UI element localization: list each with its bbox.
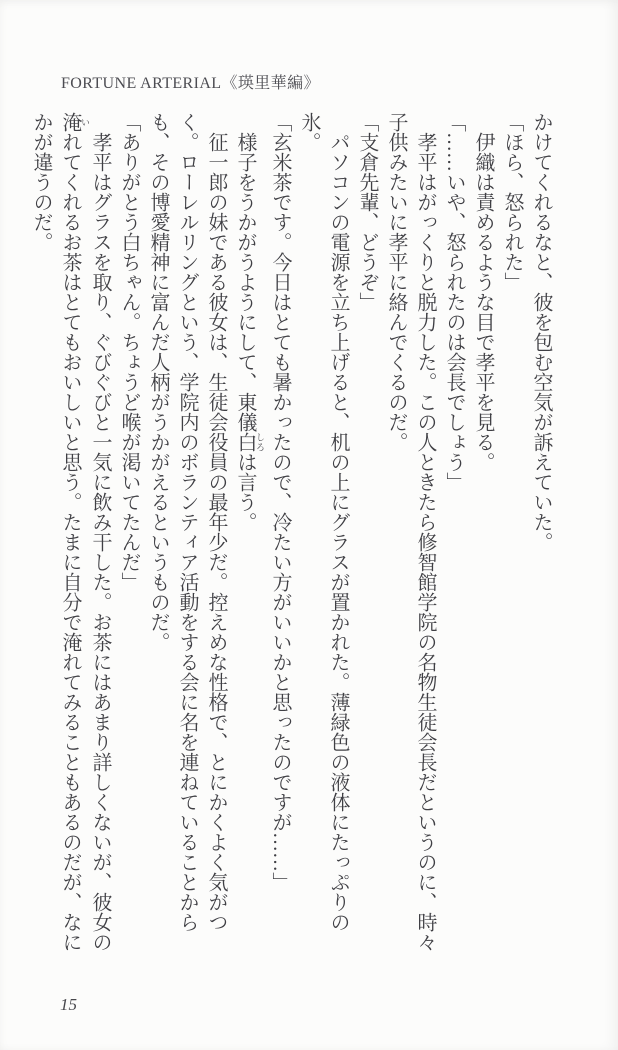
paragraph-5: 孝平はがっくりと脱力した。この人ときたら修智館学院の名物生徒会長だというのに、時々子供みたいに孝平に絡んでくるのだ。: [385, 112, 436, 952]
paragraph-2: 「ほら、怒られた」: [501, 112, 523, 292]
paragraph-6: 「支倉先輩、どうぞ」: [356, 112, 378, 312]
paragraph-7: パソコンの電源を立ち上げると、机の上にグラスが置かれた。薄緑色の液体にたっぷりの氷。: [298, 112, 349, 932]
paragraph-3: 伊織は責めるような目で孝平を見る。: [472, 112, 494, 472]
furigana-ruby: 淹 い: [59, 112, 90, 132]
paragraph-4: 「……いや、怒られたのは会長でしょう」: [443, 112, 465, 492]
furigana-ruby: 白 しろ: [234, 432, 265, 452]
paragraph-8: 「玄米茶です。今日はとても暑かったので、冷たい方がいいかと思ったのですが……」: [269, 112, 291, 892]
running-header: FORTUNE ARTERIAL《瑛里華編》: [61, 75, 320, 92]
paragraph-12: 孝平はグラスを取り、ぐびぐびと一気に飲み干した。お茶にはあまり詳しくないが、彼女の淹 いれてくれるお茶はとてもおいしいと思う。たまに自分で淹れてみることもあるのだが、なにかが違うのだ。: [30, 112, 111, 952]
paragraph-9: 様子をうかがうようにして、東儀白 しろは言う。: [234, 112, 265, 532]
paragraph-11: 「ありがとう白ちゃん。ちょうど喉が渇いてたんだ」: [118, 112, 140, 592]
page-number: 15: [60, 995, 77, 1014]
novel-text: [30, 112, 555, 958]
paragraph-10: 征一郎の妹である彼女は、生徒会役員の最年少だ。控えめな性格で、とにかくよく気がつく。ローレルリングという、学院内のボランティア活動をする会に名を連ねていることからも、その博愛精神に富んだ人柄がうかがえるというものだ。: [147, 112, 227, 932]
paragraph-1: かけてくれるなと、彼を包む空気が訴えていた。: [530, 112, 552, 552]
